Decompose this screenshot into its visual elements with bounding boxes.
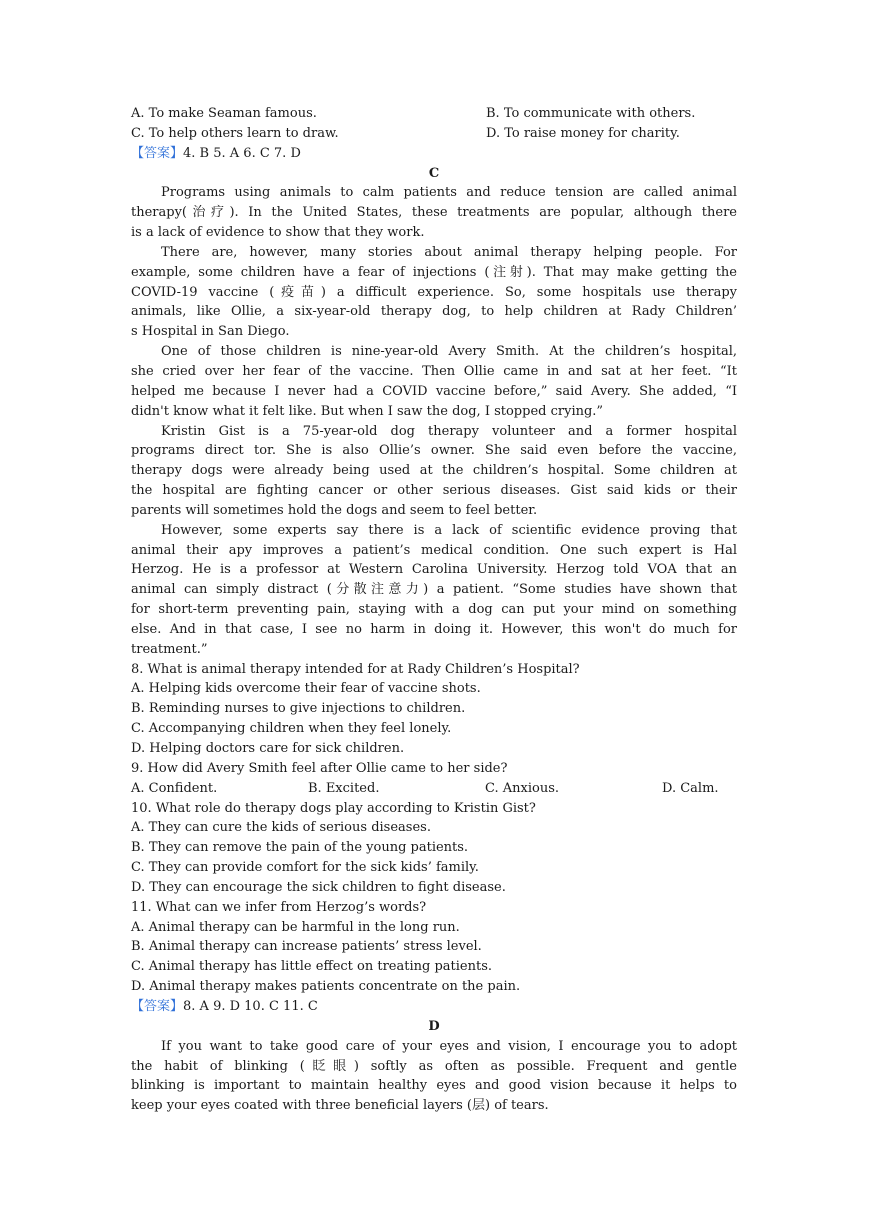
question-10-option-a: A. They can cure the kids of serious diseases.: [131, 820, 431, 836]
answer-text: 8. A 9. D 10. C 11. C: [183, 998, 318, 1014]
passage-c-paragraph-1: [131, 183, 737, 243]
question-8-stem: 8. What is animal therapy intended for at Rady Children’s Hospital?: [131, 661, 580, 677]
answer-key-2: [131, 997, 737, 1017]
passage-c-paragraph-2: [131, 243, 737, 342]
text-line: animals, like Ollie, a six-year-old therapy dog, to help children at Rady Children’: [131, 304, 737, 320]
answer-key-1: [131, 144, 737, 164]
section-heading-c: C: [428, 165, 440, 181]
passage-c-paragraph-3: [131, 342, 737, 421]
question-10-option-c: C. They can provide comfort for the sick kids’ family.: [131, 860, 479, 876]
text-line: therapy(治疗). In the United States, these treatments are popular, although there: [131, 205, 737, 221]
text-line: is a lack of evidence to show that they work.: [131, 225, 425, 241]
text-line: for short-term preventing pain, staying with a dog can put your mind on something: [131, 602, 737, 618]
q7-options-row-1: [131, 104, 737, 124]
text-line: animal can simply distract (分散注意力) a patient. “Some studies have shown that: [131, 582, 737, 598]
exam-page: [131, 104, 737, 1116]
text-line: blinking is important to maintain healthy eyes and good vision because it helps to: [131, 1078, 737, 1094]
question-9-option-a: A. Confident.: [131, 780, 218, 796]
text-line: Herzog. He is a professor at Western Carolina University. Herzog told VOA that an: [131, 562, 737, 578]
passage-c-paragraph-5: [131, 521, 737, 660]
question-10-option-d: D. They can encourage the sick children to fight disease.: [131, 879, 506, 895]
question-9-option-b: B. Excited.: [308, 780, 380, 796]
text-line: animal their apy improves a patient’s medical condition. One such expert is Hal: [131, 542, 737, 558]
question-9-options: [131, 779, 737, 799]
text-line: COVID-19 vaccine (疫苗) a difficult experience. So, some hospitals use therapy: [131, 284, 737, 300]
text-line: One of those children is nine-year-old Avery Smith. At the children’s hospital,: [161, 344, 737, 360]
text-line: Programs using animals to calm patients and reduce tension are called animal: [161, 185, 737, 201]
text-line: therapy dogs were already being used at the children’s hospital. Some children at: [131, 463, 737, 479]
question-9-option-c: C. Anxious.: [485, 780, 560, 796]
text-line: the hospital are fighting cancer or other serious diseases. Gist said kids or their: [131, 483, 737, 499]
question-8-option-b: B. Reminding nurses to give injections to children.: [131, 701, 466, 717]
question-10-option-b: B. They can remove the pain of the young patients.: [131, 840, 469, 856]
answer-text: 4. B 5. A 6. C 7. D: [183, 145, 301, 161]
passage-c-paragraph-4: [131, 422, 737, 521]
q7-option-c: C. To help others learn to draw.: [131, 125, 339, 141]
question-10-stem: 10. What role do therapy dogs play according to Kristin Gist?: [131, 800, 536, 816]
text-line: parents will sometimes hold the dogs and seem to feel better.: [131, 502, 538, 518]
question-9-option-d: D. Calm.: [662, 780, 719, 796]
text-line: There are, however, many stories about animal therapy helping people. For: [161, 244, 737, 260]
text-line: If you want to take good care of your eyes and vision, I encourage you to adopt: [161, 1038, 737, 1054]
text-line: she cried over her fear of the vaccine. Then Ollie came in and sat at her feet. “It: [131, 363, 737, 379]
text-line: example, some children have a fear of injections (注射). That may make getting the: [131, 264, 737, 280]
question-8-option-d: D. Helping doctors care for sick children.: [131, 741, 405, 756]
text-line: Kristin Gist is a 75-year-old dog therapy volunteer and a former hospital: [161, 423, 737, 439]
question-11-option-c: C. Animal therapy has little effect on treating patients.: [131, 959, 492, 975]
text-line: s Hospital in San Diego.: [131, 324, 290, 340]
text-line: However, some experts say there is a lack of scientific evidence proving that: [161, 522, 737, 538]
text-line: helped me because I never had a COVID vaccine before,” said Avery. She added, “I: [131, 383, 737, 399]
text-line: didn't know what it felt like. But when I saw the dog, I stopped crying.”: [131, 403, 604, 419]
text-line: keep your eyes coated with three beneficial layers (层) of tears.: [131, 1098, 549, 1114]
question-11-option-d: D. Animal therapy makes patients concentrate on the pain.: [131, 979, 521, 995]
text-line: treatment.”: [131, 641, 208, 657]
answer-tag: 【答案】: [131, 998, 184, 1014]
q7-options-row-2: [131, 124, 737, 144]
q7-option-d: D. To raise money for charity.: [486, 125, 680, 141]
text-line: else. And in that case, I see no harm in doing it. However, this won't do much for: [131, 621, 737, 637]
text-line: programs direct tor. She is also Ollie’s owner. She said even before the vaccine,: [131, 443, 737, 459]
question-9-stem: 9. How did Avery Smith feel after Ollie came to her side?: [131, 760, 508, 776]
answer-tag: 【答案】: [131, 145, 184, 161]
question-11-option-b: B. Animal therapy can increase patients’ stress level.: [131, 939, 482, 955]
q7-option-a: A. To make Seaman famous.: [131, 106, 317, 121]
text-line: the habit of blinking (眨眼) softly as often as possible. Frequent and gentle: [131, 1058, 737, 1074]
question-8-option-c: C. Accompanying children when they feel lonely.: [131, 721, 452, 737]
section-heading-d: D: [428, 1018, 440, 1034]
question-11-stem: 11. What can we infer from Herzog’s words?: [131, 899, 427, 915]
passage-d-paragraph-1: [131, 1037, 737, 1116]
q7-option-b: B. To communicate with others.: [486, 106, 696, 121]
question-11-option-a: A. Animal therapy can be harmful in the long run.: [131, 919, 460, 935]
question-8-option-a: A. Helping kids overcome their fear of vaccine shots.: [131, 681, 481, 697]
